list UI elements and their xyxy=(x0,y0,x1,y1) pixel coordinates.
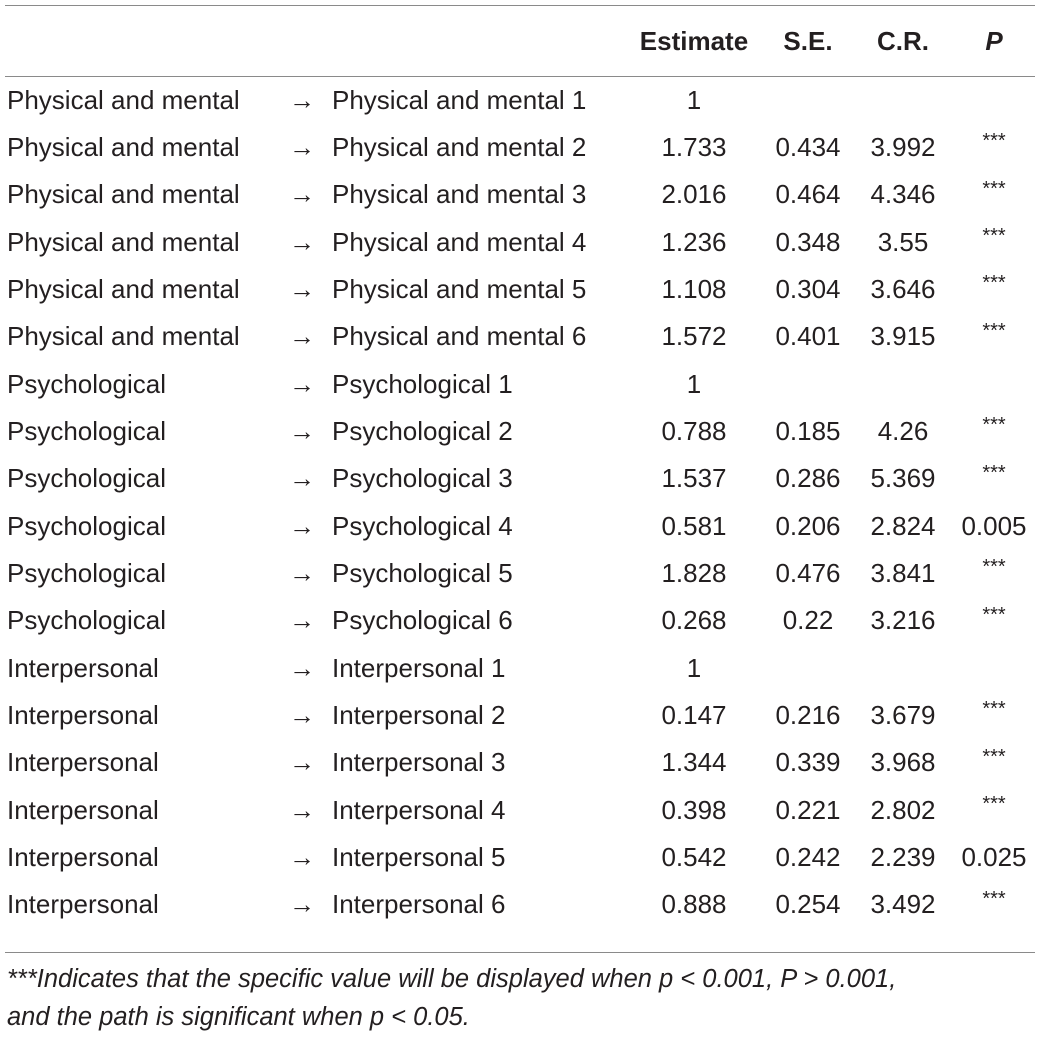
cell-p xyxy=(948,739,1040,786)
cell-se: 0.401 xyxy=(775,321,841,352)
cell-source: Interpersonal xyxy=(7,889,159,920)
cell-cr: 3.216 xyxy=(870,605,936,636)
table-row xyxy=(0,549,1040,596)
cell-source: Psychological xyxy=(7,557,166,588)
table-row xyxy=(0,455,1040,502)
arrow-icon: → xyxy=(289,510,315,541)
cell-cr xyxy=(858,76,948,123)
cell-target: Interpersonal 3 xyxy=(332,747,506,778)
cell-target: Interpersonal 6 xyxy=(332,889,506,920)
cell-source: Psychological xyxy=(7,463,166,494)
cell-cr xyxy=(858,644,948,691)
significance-stars: *** xyxy=(982,319,1006,342)
cell-se: 0.476 xyxy=(775,557,841,588)
cell-se: 0.22 xyxy=(782,605,834,636)
table-row xyxy=(0,218,1040,265)
cell-estimate: 0.542 xyxy=(661,841,727,872)
cell-p xyxy=(948,171,1040,218)
cell-estimate: 1 xyxy=(686,652,702,683)
cell-cr: 4.26 xyxy=(877,415,929,446)
table-row xyxy=(0,360,1040,407)
cell-se: 0.434 xyxy=(775,131,841,162)
bottom-rule xyxy=(5,952,1035,953)
cell-se: 0.286 xyxy=(775,463,841,494)
cell-se: 0.242 xyxy=(775,841,841,872)
cell-estimate: 1.537 xyxy=(661,463,727,494)
cell-source: Psychological xyxy=(7,605,166,636)
cell-se: 0.254 xyxy=(775,889,841,920)
cell-estimate: 1.344 xyxy=(661,747,727,778)
significance-stars: *** xyxy=(982,461,1006,484)
cell-cr: 2.802 xyxy=(870,794,936,825)
table-row xyxy=(0,597,1040,644)
cell-cr: 3.915 xyxy=(870,321,936,352)
cell-estimate: 1.108 xyxy=(661,273,727,304)
arrow-icon: → xyxy=(289,84,315,115)
cell-se: 0.185 xyxy=(775,415,841,446)
cell-p xyxy=(948,644,1040,691)
arrow-icon: → xyxy=(289,699,315,730)
table-row xyxy=(0,502,1040,549)
cell-cr: 2.824 xyxy=(870,510,936,541)
cell-target: Interpersonal 4 xyxy=(332,794,506,825)
significance-stars: *** xyxy=(982,414,1006,437)
cell-cr: 3.679 xyxy=(870,699,936,730)
cell-p xyxy=(948,455,1040,502)
cell-cr: 3.492 xyxy=(870,889,936,920)
cell-source: Interpersonal xyxy=(7,699,159,730)
cell-cr: 3.968 xyxy=(870,747,936,778)
table-row xyxy=(0,833,1040,880)
header-cr: C.R. xyxy=(877,26,929,56)
footnote-line-1: ***Indicates that the specific value will be displayed when p < 0.001, P > 0.001, xyxy=(7,965,897,993)
cell-se xyxy=(758,644,858,691)
header-row xyxy=(0,6,1040,76)
cell-p xyxy=(948,76,1040,123)
cell-se: 0.348 xyxy=(775,226,841,257)
significance-stars: *** xyxy=(982,793,1006,816)
arrow-icon: → xyxy=(289,131,315,162)
table-row xyxy=(0,407,1040,454)
header-target xyxy=(328,6,630,76)
cell-se: 0.339 xyxy=(775,747,841,778)
cell-p xyxy=(948,786,1040,833)
cell-estimate: 1 xyxy=(686,84,702,115)
table-body xyxy=(0,76,1040,928)
table-row xyxy=(0,644,1040,691)
cell-estimate: 0.398 xyxy=(661,794,727,825)
cell-p xyxy=(948,360,1040,407)
cell-cr: 3.841 xyxy=(870,557,936,588)
significance-stars: *** xyxy=(982,603,1006,626)
arrow-icon: → xyxy=(289,273,315,304)
cell-cr: 3.646 xyxy=(870,273,936,304)
significance-stars: *** xyxy=(982,698,1006,721)
cell-target: Psychological 1 xyxy=(332,368,513,399)
cell-target: Physical and mental 2 xyxy=(332,131,587,162)
cell-target: Physical and mental 1 xyxy=(332,84,587,115)
table-row xyxy=(0,76,1040,123)
cell-source: Interpersonal xyxy=(7,841,159,872)
cell-estimate: 1.733 xyxy=(661,131,727,162)
cell-p xyxy=(948,218,1040,265)
cell-target: Psychological 6 xyxy=(332,605,513,636)
cell-cr: 3.55 xyxy=(877,226,929,257)
arrow-icon: → xyxy=(289,557,315,588)
arrow-icon: → xyxy=(289,415,315,446)
significance-stars: *** xyxy=(982,130,1006,153)
significance-stars: *** xyxy=(982,225,1006,248)
cell-p xyxy=(948,313,1040,360)
arrow-icon: → xyxy=(289,747,315,778)
cell-estimate: 0.147 xyxy=(661,699,727,730)
cell-source: Physical and mental xyxy=(7,226,240,257)
cell-p: 0.005 xyxy=(961,510,1027,541)
cell-target: Interpersonal 5 xyxy=(332,841,506,872)
table-row xyxy=(0,313,1040,360)
table-footnote xyxy=(7,960,1037,1036)
table-row xyxy=(0,171,1040,218)
cell-source: Interpersonal xyxy=(7,652,159,683)
cell-se: 0.221 xyxy=(775,794,841,825)
cell-target: Psychological 2 xyxy=(332,415,513,446)
arrow-icon: → xyxy=(289,652,315,683)
cell-estimate: 0.268 xyxy=(661,605,727,636)
cell-se xyxy=(758,76,858,123)
table-row xyxy=(0,739,1040,786)
cell-target: Physical and mental 6 xyxy=(332,321,587,352)
significance-stars: *** xyxy=(982,556,1006,579)
cell-p xyxy=(948,407,1040,454)
cell-se: 0.304 xyxy=(775,273,841,304)
significance-stars: *** xyxy=(982,745,1006,768)
significance-stars: *** xyxy=(982,177,1006,200)
cell-estimate: 2.016 xyxy=(661,179,727,210)
header-estimate: Estimate xyxy=(639,26,749,56)
significance-stars: *** xyxy=(982,887,1006,910)
cell-estimate: 0.888 xyxy=(661,889,727,920)
table-row xyxy=(0,881,1040,928)
arrow-icon: → xyxy=(289,463,315,494)
cell-target: Psychological 4 xyxy=(332,510,513,541)
cell-p xyxy=(948,597,1040,644)
cell-se: 0.464 xyxy=(775,179,841,210)
cell-source: Psychological xyxy=(7,510,166,541)
cell-cr: 2.239 xyxy=(870,841,936,872)
cell-cr xyxy=(858,360,948,407)
arrow-icon: → xyxy=(289,841,315,872)
cell-source: Psychological xyxy=(7,415,166,446)
cell-se: 0.216 xyxy=(775,699,841,730)
arrow-icon: → xyxy=(289,179,315,210)
cell-p xyxy=(948,691,1040,738)
cell-cr: 3.992 xyxy=(870,131,936,162)
cell-p xyxy=(948,265,1040,312)
cell-source: Psychological xyxy=(7,368,166,399)
cell-source: Interpersonal xyxy=(7,747,159,778)
arrow-icon: → xyxy=(289,321,315,352)
cell-target: Physical and mental 4 xyxy=(332,226,587,257)
cell-source: Physical and mental xyxy=(7,321,240,352)
cell-target: Psychological 5 xyxy=(332,557,513,588)
cell-estimate: 0.581 xyxy=(661,510,727,541)
header-source xyxy=(0,6,276,76)
cell-target: Interpersonal 2 xyxy=(332,699,506,730)
cell-estimate: 1 xyxy=(686,368,702,399)
cell-source: Physical and mental xyxy=(7,179,240,210)
table-row xyxy=(0,123,1040,170)
header-arrow xyxy=(276,6,328,76)
cell-p xyxy=(948,123,1040,170)
cell-source: Physical and mental xyxy=(7,273,240,304)
significance-stars: *** xyxy=(982,272,1006,295)
path-coefficients-table xyxy=(0,6,1040,928)
cell-source: Physical and mental xyxy=(7,84,240,115)
arrow-icon: → xyxy=(289,368,315,399)
cell-target: Interpersonal 1 xyxy=(332,652,506,683)
cell-estimate: 0.788 xyxy=(661,415,727,446)
arrow-icon: → xyxy=(289,605,315,636)
cell-target: Physical and mental 5 xyxy=(332,273,587,304)
cell-target: Physical and mental 3 xyxy=(332,179,587,210)
cell-se: 0.206 xyxy=(775,510,841,541)
arrow-icon: → xyxy=(289,226,315,257)
table-row xyxy=(0,691,1040,738)
footnote-line-2: and the path is significant when p < 0.05. xyxy=(7,1003,470,1031)
cell-estimate: 1.828 xyxy=(661,557,727,588)
cell-estimate: 1.236 xyxy=(661,226,727,257)
cell-p xyxy=(948,881,1040,928)
cell-cr: 5.369 xyxy=(870,463,936,494)
cell-estimate: 1.572 xyxy=(661,321,727,352)
arrow-icon: → xyxy=(289,889,315,920)
cell-source: Physical and mental xyxy=(7,131,240,162)
cell-se xyxy=(758,360,858,407)
cell-p: 0.025 xyxy=(961,841,1027,872)
table-row xyxy=(0,786,1040,833)
header-se: S.E. xyxy=(783,26,833,56)
cell-source: Interpersonal xyxy=(7,794,159,825)
cell-cr: 4.346 xyxy=(870,179,936,210)
cell-p xyxy=(948,549,1040,596)
header-p: P xyxy=(985,26,1003,56)
arrow-icon: → xyxy=(289,794,315,825)
cell-target: Psychological 3 xyxy=(332,463,513,494)
table-row xyxy=(0,265,1040,312)
